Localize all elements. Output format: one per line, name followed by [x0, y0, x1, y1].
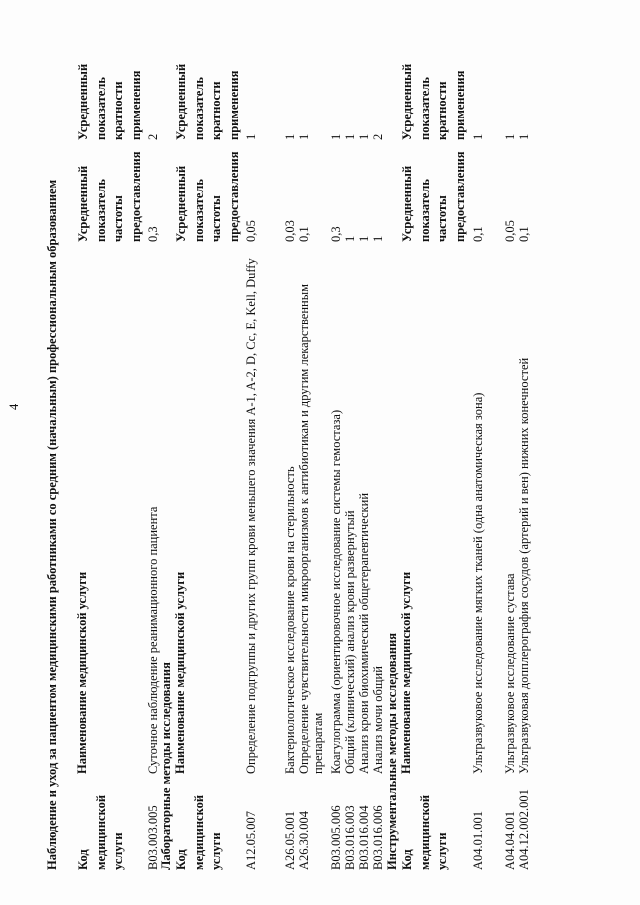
section-title-instrumental: Инструментальные методы исследования	[385, 632, 399, 870]
col-code-header: Код медицинской услуги	[76, 794, 125, 870]
row-code: A04.01.001	[471, 810, 485, 870]
col-code-header: Код медицинской услуги	[174, 794, 223, 870]
row-mult: 2	[146, 133, 160, 140]
row-code: B03.005.006	[329, 805, 343, 870]
row-mult: 1	[343, 133, 357, 140]
row-code: A26.05.001	[283, 810, 297, 870]
row-name: Ультразвуковое исследование сустава	[503, 573, 517, 774]
row-code: B03.016.004	[357, 805, 371, 870]
col-name-header: Наименование медицинской услуги	[173, 571, 187, 774]
row-freq: 0,1	[297, 226, 311, 242]
col-name-header: Наименование медицинской услуги	[75, 571, 89, 774]
row-mult: 2	[371, 133, 385, 140]
row-code: B03.016.006	[371, 805, 385, 870]
row-name: Ультразвуковое исследование мягких тканей (одна анатомическая зона)	[471, 392, 485, 774]
row-freq: 0,05	[244, 220, 258, 242]
row-freq: 1	[343, 235, 357, 242]
row-name: Анализ крови биохимический общетерапевтический	[357, 492, 371, 774]
row-freq: 1	[357, 235, 371, 242]
col-code-header: Код медицинской услуги	[400, 794, 449, 870]
row-code: B03.016.003	[343, 805, 357, 870]
row-code: A04.12.002.001	[517, 789, 531, 870]
row-mult: 1	[357, 133, 371, 140]
row-freq: 0,3	[329, 226, 343, 242]
row-freq: 0,03	[283, 220, 297, 242]
section-heading: Наблюдение и уход за пациентом медицинскими работниками со средним (начальным) профессиональным образованием	[45, 179, 59, 870]
row-name: Определение подгруппы и других групп крови меньшего значения A-1, A-2, D, Cc, E, Kell, Duffy	[244, 258, 258, 774]
rotated-content	[7, 30, 605, 870]
row-name: Бактериологическое исследование крови на стерильность	[283, 466, 297, 774]
col-mult-header: Усредненный показатель кратности применения	[76, 63, 143, 140]
row-mult: 1	[297, 133, 311, 140]
row-code: A04.04.001	[503, 810, 517, 870]
row-freq: 0,1	[517, 226, 531, 242]
row-name: Определение чувствительности микроорганизмов к антибиотикам и другим лекарственным препаратам	[297, 283, 325, 774]
col-mult-header: Усредненный показатель кратности применения	[174, 63, 241, 140]
row-freq: 0,1	[471, 226, 485, 242]
row-name: Коагулограмма (ориентировочное исследование системы гемостаза)	[329, 409, 343, 774]
row-mult: 1	[503, 133, 517, 140]
col-mult-header: Усредненный показатель кратности применения	[400, 63, 467, 140]
row-freq: 0,3	[146, 226, 160, 242]
row-name: Суточное наблюдение реанимационного пациента	[146, 506, 160, 774]
row-mult: 1	[329, 133, 343, 140]
row-freq: 1	[371, 235, 385, 242]
row-mult: 1	[244, 133, 258, 140]
col-freq-header: Усредненный показатель частоты предоставления	[76, 151, 143, 242]
row-mult: 1	[517, 133, 531, 140]
col-freq-header: Усредненный показатель частоты предоставления	[400, 151, 467, 242]
row-code: A26.30.004	[297, 810, 311, 870]
row-name: Общий (клинический) анализ крови развернутый	[343, 510, 357, 774]
row-code: B03.003.005	[146, 805, 160, 870]
row-code: A12.05.007	[244, 810, 258, 870]
page-number: 4	[7, 403, 21, 410]
row-name: Анализ мочи общий	[371, 666, 385, 774]
row-mult: 1	[471, 133, 485, 140]
section-title-lab: Лабораторные методы исследования	[159, 662, 173, 870]
row-name: Ультразвуковая допплерография сосудов (артерий и вен) нижних конечностей	[517, 357, 531, 774]
row-mult: 1	[283, 133, 297, 140]
col-freq-header: Усредненный показатель частоты предоставления	[174, 151, 241, 242]
row-freq: 0,05	[503, 220, 517, 242]
col-name-header: Наименование медицинской услуги	[399, 571, 413, 774]
